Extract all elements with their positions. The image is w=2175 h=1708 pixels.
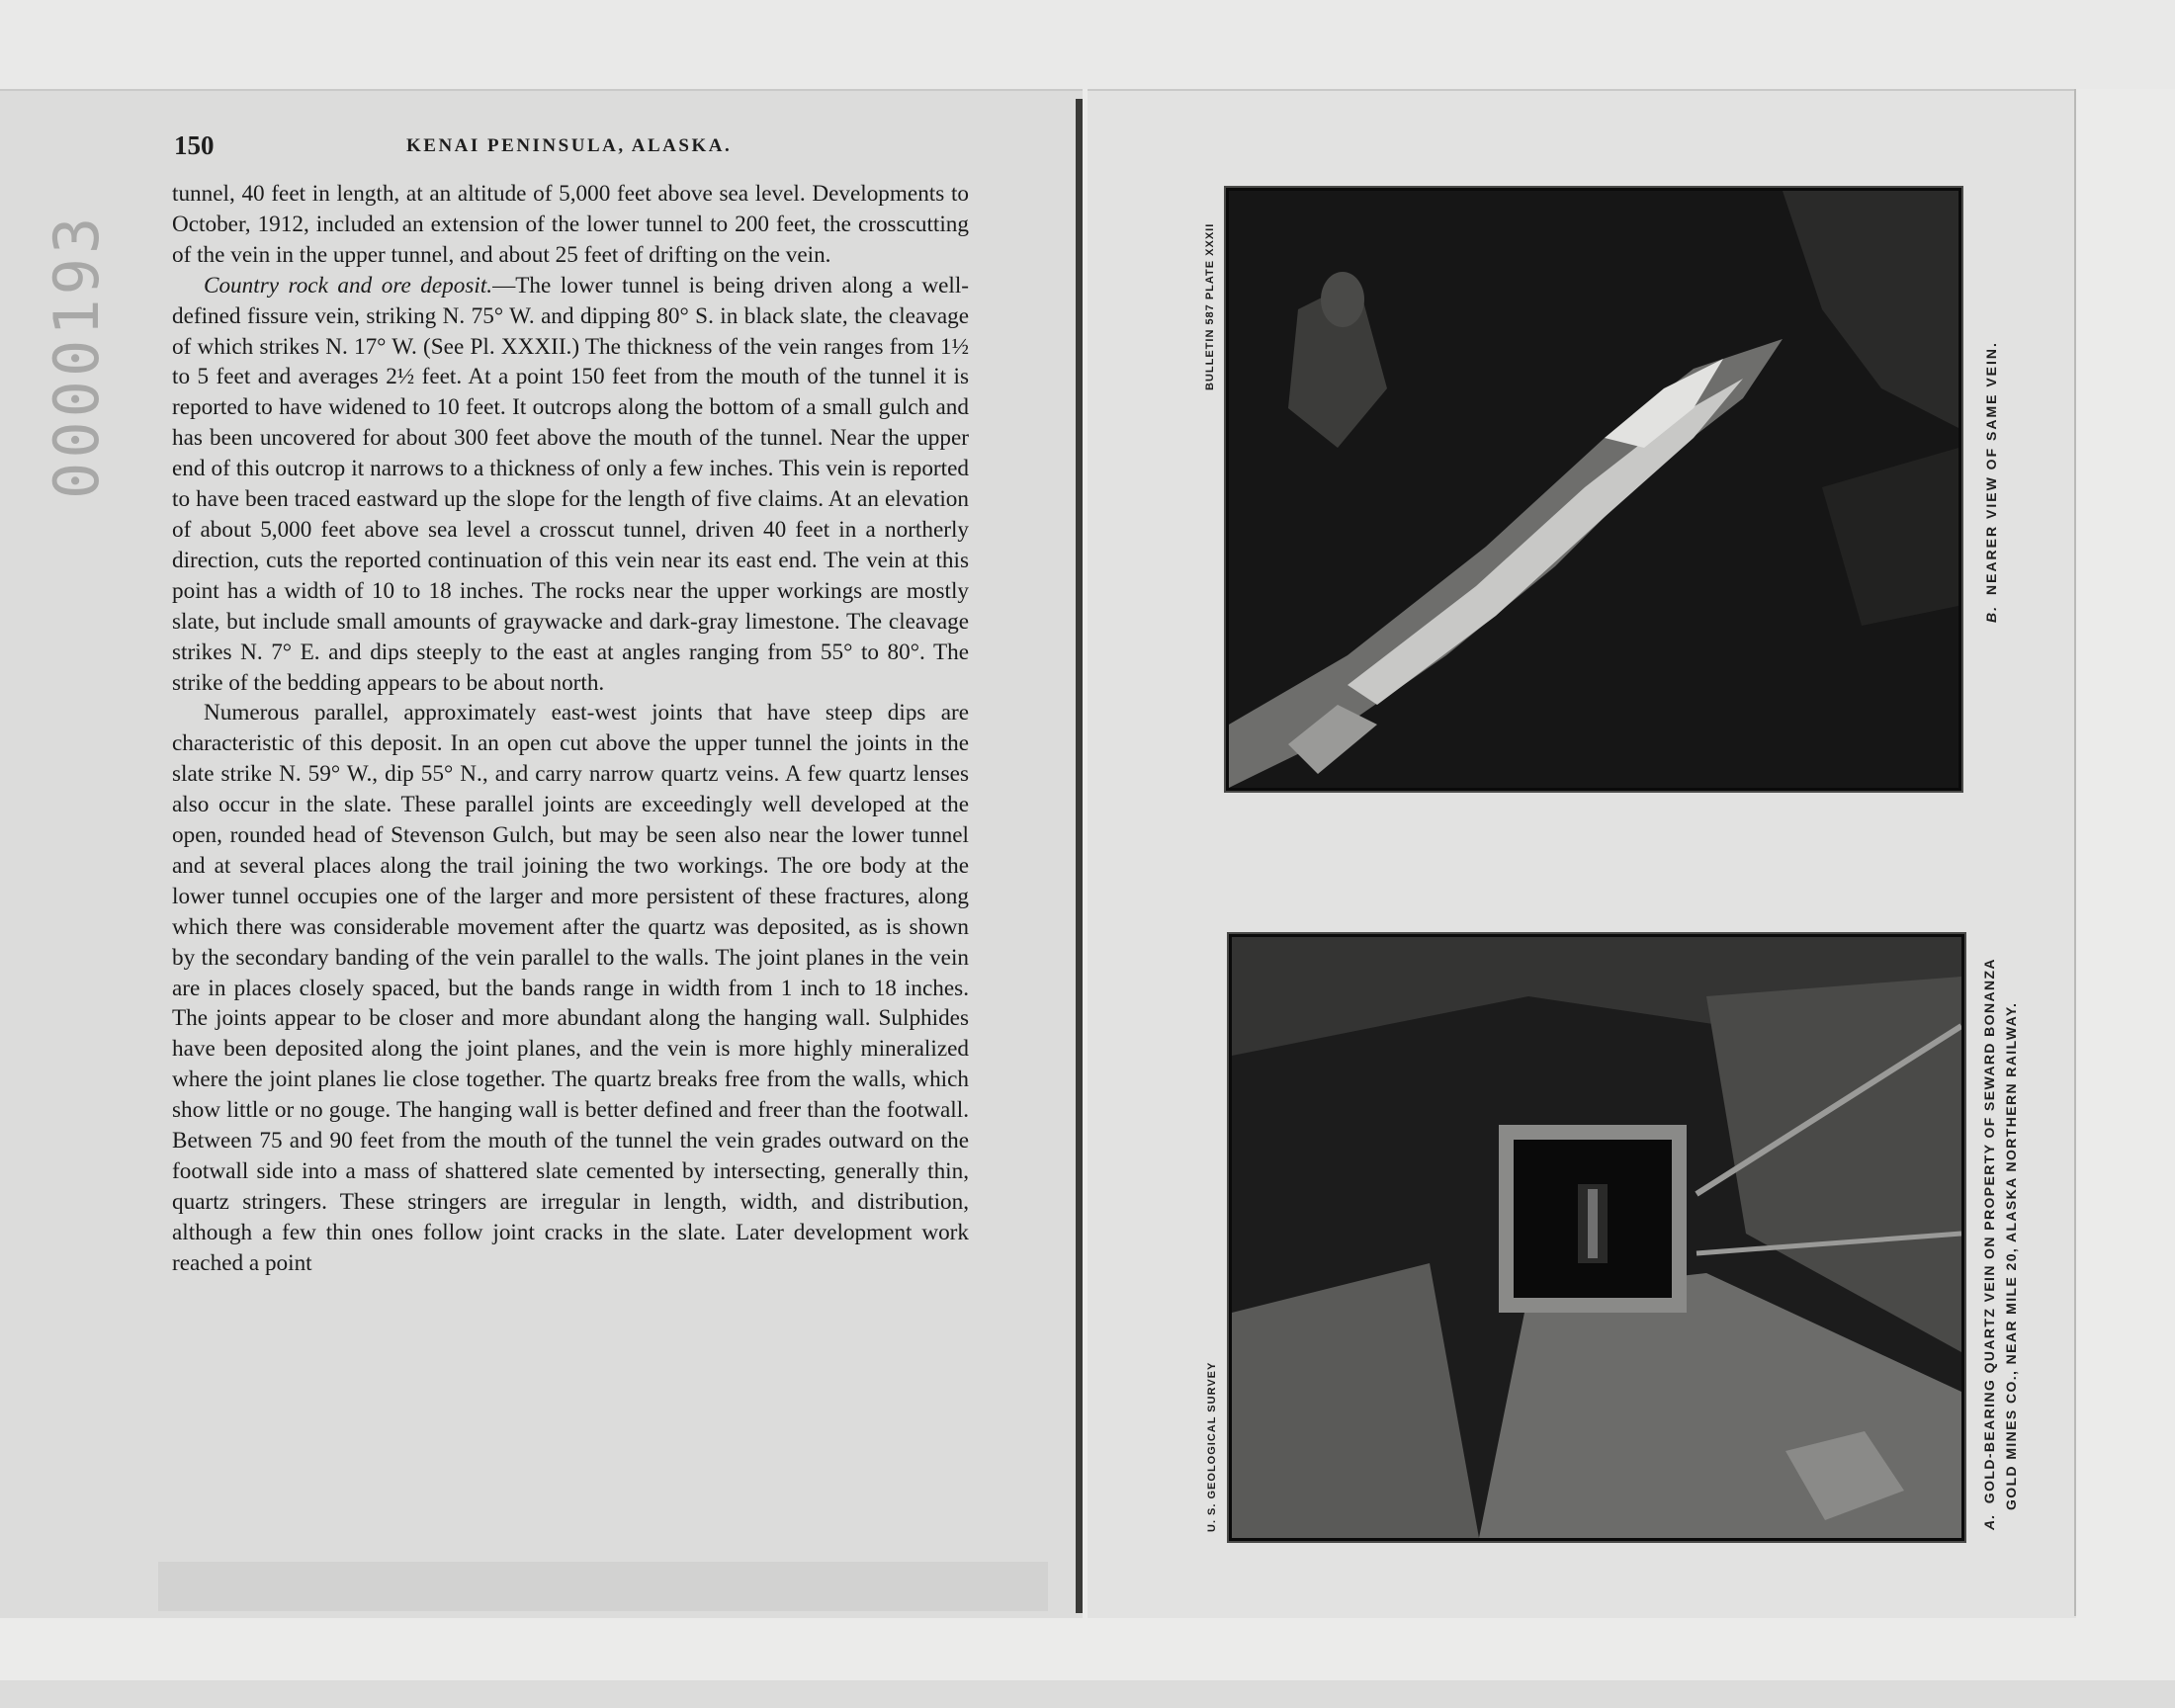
caption-a-line-1 [1981, 958, 1997, 1530]
plate-reference: BULLETIN 587 PLATE XXXII [1204, 222, 1216, 390]
caption-a-line-2: GOLD MINES CO., NEAR MILE 20, ALASKA NORTHERN RAILWAY. [2003, 1001, 2019, 1510]
photo-a-tunnel-entrance [1229, 934, 1964, 1541]
paragraph-1: tunnel, 40 feet in length, at an altitude of 5,000 feet above sea level. Developments to October, 1912, included an extension of the lower tunnel to 200 feet, the crosscutting of the vein in the upper tunnel, and about 25 feet of drifting on the vein. [172, 181, 969, 268]
caption-a-line-1-text: GOLD-BEARING QUARTZ VEIN ON PROPERTY OF SEWARD BONANZA [1981, 958, 1997, 1504]
bleed-through-area [158, 1562, 1048, 1611]
paragraph-3: Numerous parallel, approximately east-west joints that have steep dips are characteristic of this deposit. In an open cut above the upper tunnel the joints in the slate strike N. 59° W., dip 55° N., and carry narrow quartz veins. A few quartz lenses also occur in the slate. These parallel joints are exceedingly well developed at the open, rounded head of Stevenson Gulch, but may be seen also near the lower tunnel and at several places along the trail joining the two workings. The ore body at the lower tunnel occupies one of the larger and more persistent of these fractures, along which there was considerable movement after the quartz was deposited, as is shown by the secondary banding of the vein parallel to the walls. The joint planes in the vein are in places closely spaced, but the bands range in width from 1 inch to 18 inches. The joints appear to be closer and more abundant along the hanging wall. Sulphides have been deposited along the joint planes, and the vein is more highly mineralized where the joint planes lie close together. The quartz breaks free from the walls, which show little or no gouge. The hanging wall is better defined and freer than the footwall. Between 75 and 90 feet from the mouth of the tunnel the vein grades outward on the footwall side into a mass of shattered slate cemented by intersecting, generally thin, quartz stringers. These stringers are irregular in length, width, and distribution, although a few thin ones follow joint cracks in the slate. Later development work reached a point [172, 700, 969, 1276]
body-text [172, 179, 969, 1553]
caption-a-letter: A. [1981, 1513, 1997, 1530]
scanner-background-bottom [0, 1680, 2175, 1708]
caption-b [1983, 341, 1999, 623]
paragraph-2-text: —The lower tunnel is being driven along a well-defined fissure vein, striking N. 75° W. and dipping 80° S. in black slate, the cleavage of which strikes N. 17° W. (See Pl. XXXII.) The thickness of the vein ranges from 1½ to 5 feet and averages 2½ feet. At a point 150 feet from the mouth of the tunnel it is reported to have widened to 10 feet. It outcrops along the bottom of a small gulch and has been uncovered for about 300 feet above the mouth of the tunnel. Near the upper end of this outcrop it narrows to a thickness of only a few inches. This vein is reported to have been traced eastward up the slope for the length of five claims. At an elevation of about 5,000 feet above sea level a crosscut tunnel, driven 40 feet in a northerly direction, cuts the reported continuation of this vein near its east end. The vein at this point has a width of 10 to 18 inches. The rocks near the upper workings are mostly slate, but include small amounts of graywacke and dark-gray limestone. The cleavage strikes N. 7° E. and dips steeply to the east at angles ranging from 55° to 80°. The strike of the bedding appears to be about north. [172, 272, 969, 696]
caption-b-letter: B. [1983, 605, 1999, 623]
book-spine [1076, 99, 1083, 1613]
photo-b-image [1229, 191, 1958, 788]
running-head-title: KENAI PENINSULA, ALASKA. [406, 135, 733, 156]
photo-b-vein-closeup [1226, 188, 1961, 791]
page-edge [2074, 89, 2076, 1616]
photo-a-image [1232, 937, 1961, 1538]
section-heading: Country rock and ore deposit. [204, 272, 493, 299]
page-number: 150 [174, 130, 215, 160]
survey-credit: U. S. GEOLOGICAL SURVEY [1206, 1361, 1218, 1532]
scanner-background [0, 0, 2175, 89]
caption-b-text: NEARER VIEW OF SAME VEIN. [1983, 341, 1999, 595]
archive-stamp: 0000193 [41, 213, 113, 499]
paragraph-2 [172, 271, 969, 699]
running-head [174, 130, 970, 166]
